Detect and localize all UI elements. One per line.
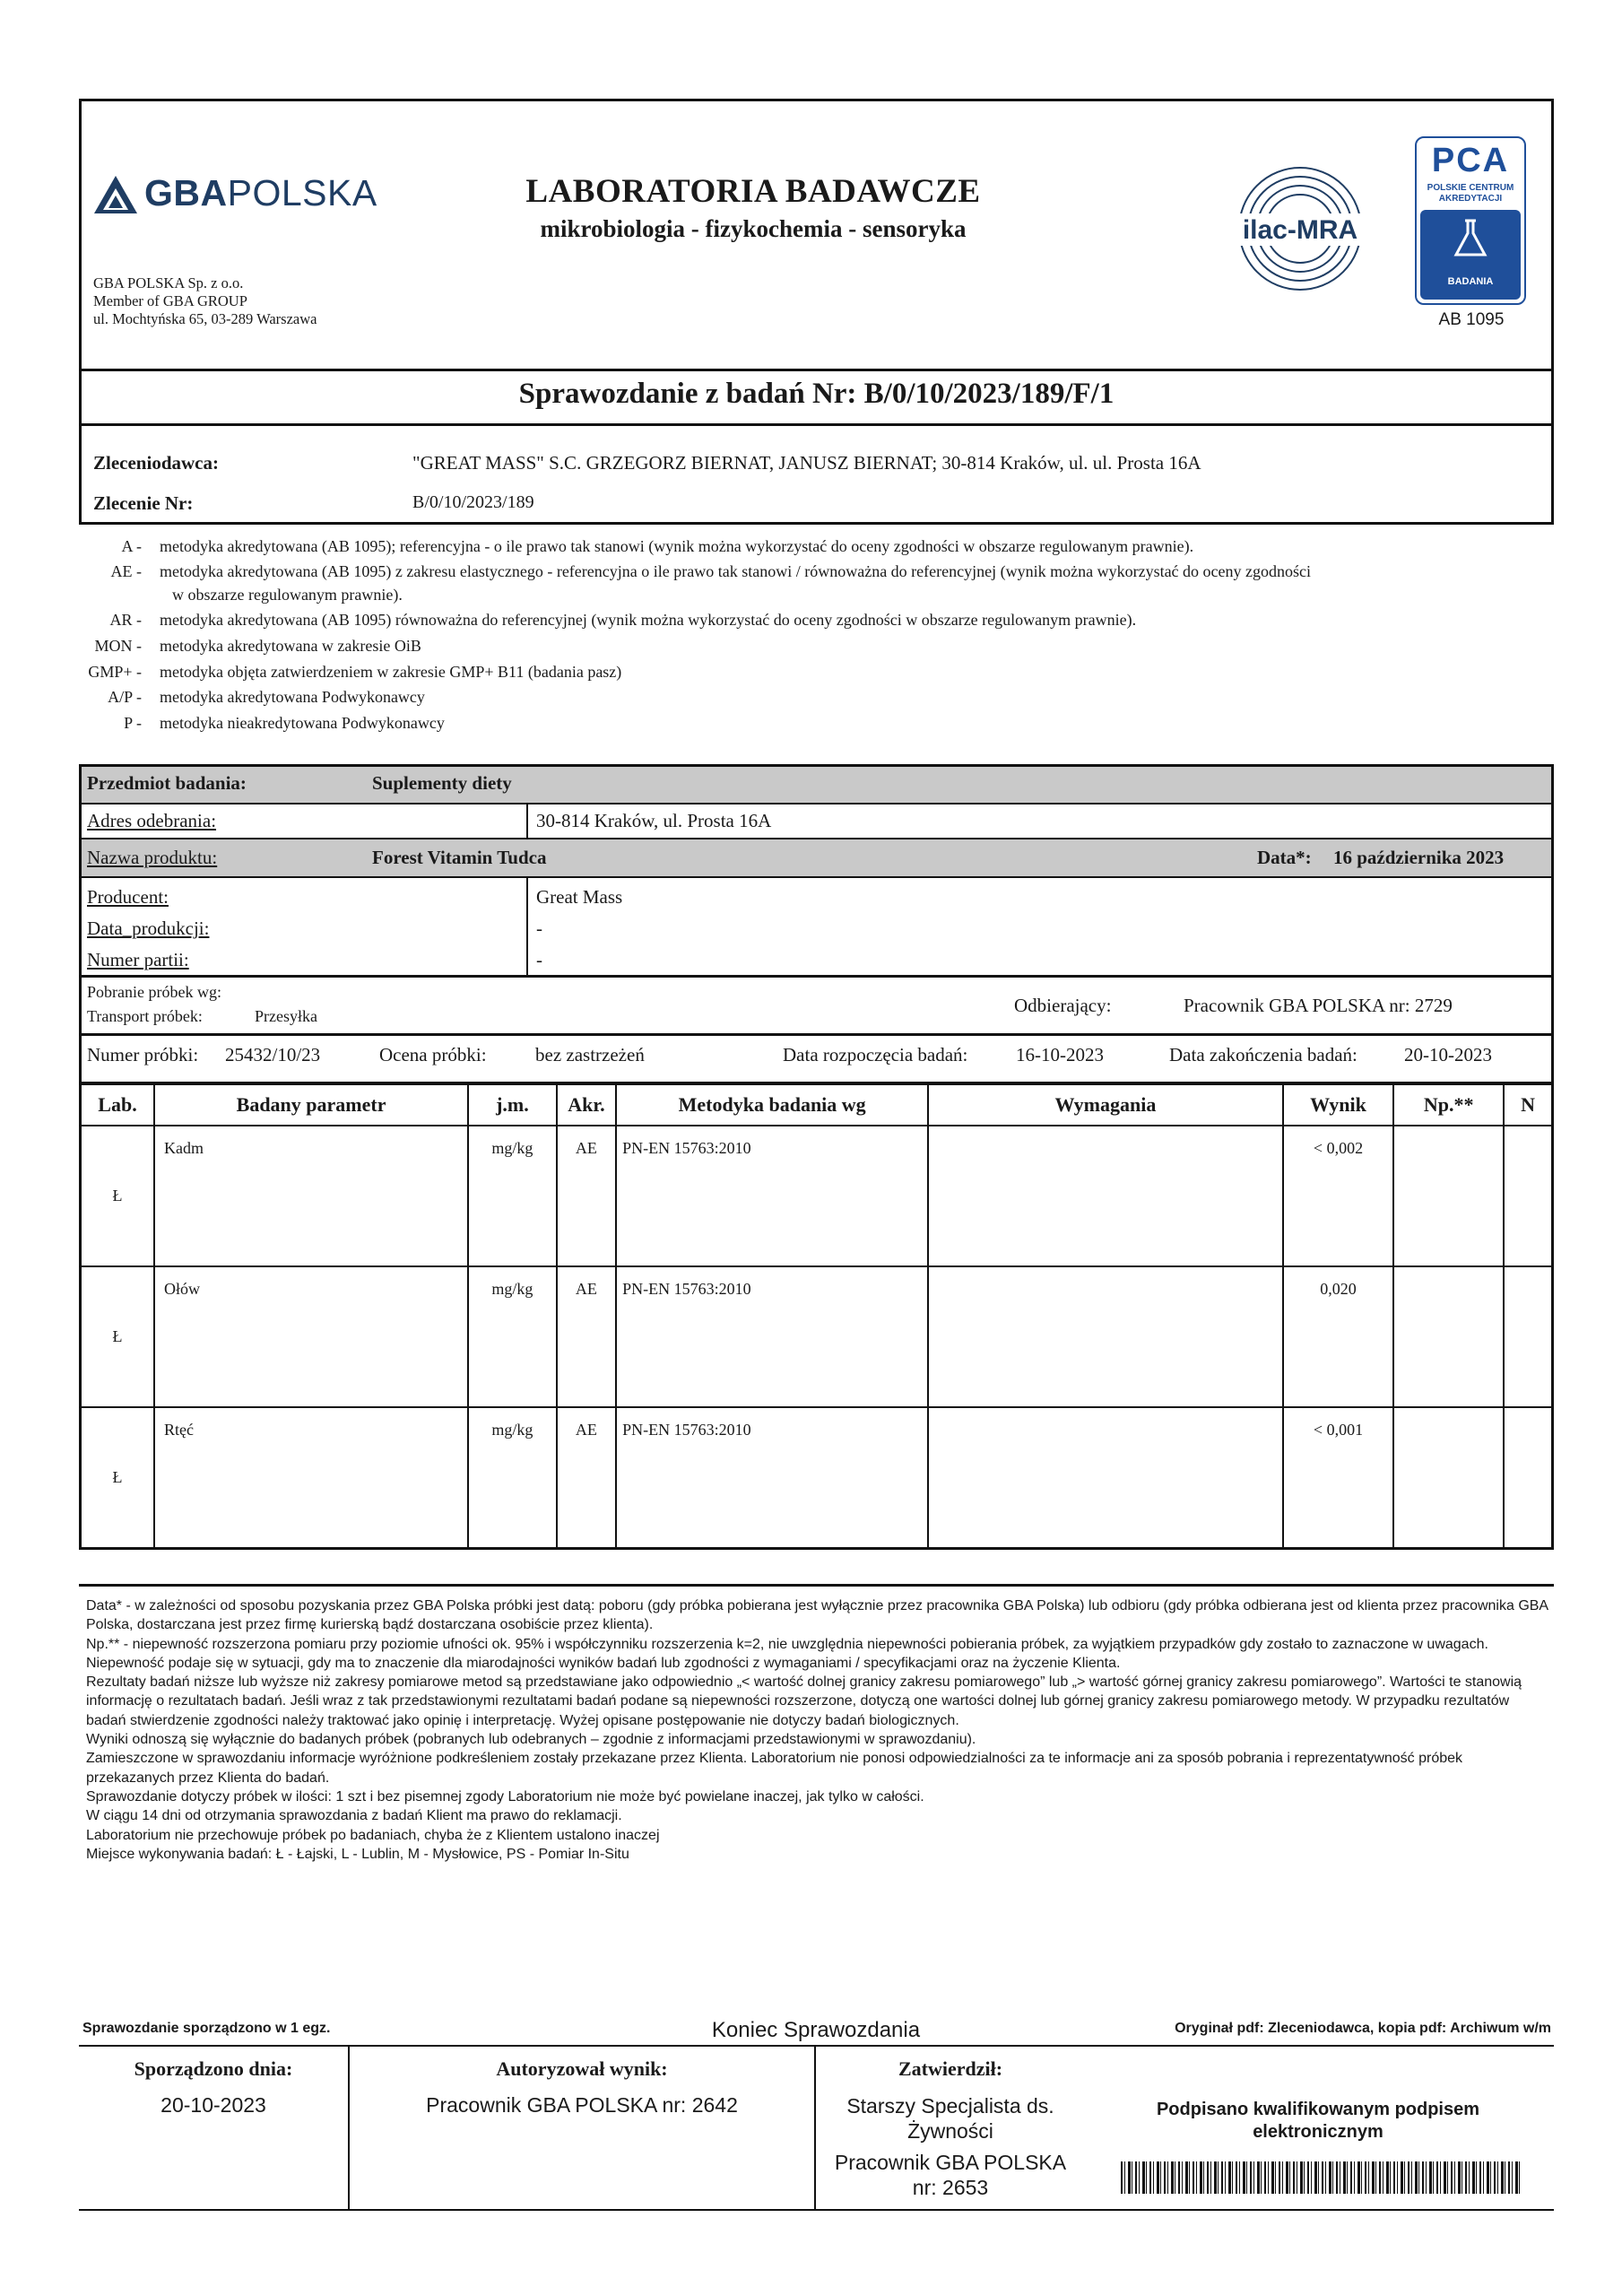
row-n [1504, 1407, 1552, 1549]
copies-note: Sprawozdanie sporządzono w 1 egz. [82, 2021, 331, 2036]
row-lab: Ł [81, 1266, 155, 1407]
footnote: Miejsce wykonywania badań: Ł - Łajski, L - Lublin, M - Mysłowice, PS - Pomiar In-Situ [86, 1846, 629, 1862]
subject-label: Przedmiot badania: [87, 772, 247, 794]
prepared-label: Sporządzono dnia: [134, 2057, 293, 2080]
pca-accreditation-badge: PCA POLSKIE CENTRUM AKREDYTACJI BADANIA [1415, 136, 1528, 307]
row-np [1393, 1266, 1504, 1407]
production-date-label: Data_produkcji: [87, 918, 210, 939]
footnote: Niepewność podaje się w sytuacji, gdy ma to znaczenie dla miarodajności wyników badań lub zgodności z wymaganiami / specyfikacjami oraz na życzenie Klienta. [86, 1655, 1121, 1671]
date-label: Data*: [1257, 847, 1312, 868]
table-row [81, 1407, 1553, 1549]
gba-triangle-icon [92, 174, 139, 215]
batch-value: - [536, 949, 542, 970]
row-req [928, 1266, 1282, 1407]
lab-subtitle: mikrobiologia - fizykochemia - sensoryka [540, 215, 967, 242]
row-result: < 0,002 [1283, 1126, 1394, 1266]
row-param: Kadm [154, 1126, 468, 1266]
row-akr: AE [557, 1266, 616, 1407]
client-label: Zleceniodawca: [93, 452, 219, 474]
client-value: "GREAT MASS" S.C. GRZEGORZ BIERNAT, JANUSZ BIERNAT; 30-814 Kraków, ul. ul. Prosta 16A [412, 452, 1201, 474]
subject-value: Suplementy diety [372, 772, 512, 794]
footnote: Sprawozdanie dotyczy próbek w ilości: 1 szt i bez pisemnej zgody Laboratorium nie może być powielane inaczej, jak tylko w całości. [86, 1788, 924, 1805]
batch-label: Numer partii: [87, 949, 189, 970]
producer-value: Great Mass [536, 886, 623, 908]
row-req [928, 1126, 1282, 1266]
row-param: Ołów [154, 1266, 468, 1407]
table-row [81, 1266, 1553, 1407]
row-result: < 0,001 [1283, 1407, 1394, 1549]
footnote: Zamieszczone w sprawozdaniu informacje wyróżnione podkreśleniem zostały przekazane przez Klienta. Laboratorium nie ponosi odpowiedzialności za te informacje ani za sposób pobrania i reprezentatywność próbek przekazanych przez Klienta do badań. [86, 1751, 1463, 1786]
row-lab: Ł [81, 1126, 155, 1266]
row-method: PN-EN 15763:2010 [616, 1126, 928, 1266]
assess-label: Ocena próbki: [379, 1044, 487, 1065]
authorized-value: Pracownik GBA POLSKA nr: 2642 [426, 2093, 738, 2117]
footnote: Np.** - niepewność rozszerzona pomiaru przy poziomie ufności ok. 95% i współczynniku rozszerzenia k=2, nie uwzględnia niepewności pobierania próbek, za wyjątkiem przypadków gdy zostało to zaznaczone w uwagach. [86, 1636, 1488, 1652]
product-label: Nazwa produktu: [87, 847, 218, 868]
end-value: 20-10-2023 [1404, 1044, 1492, 1065]
col-uncertainty: Np.** [1393, 1084, 1504, 1126]
row-method: PN-EN 15763:2010 [616, 1266, 928, 1407]
row-n [1504, 1126, 1552, 1266]
date-value: 16 października 2023 [1333, 847, 1505, 868]
col-unit: j.m. [468, 1084, 557, 1126]
col-param: Badany parametr [154, 1084, 468, 1126]
footnote: Wyniki odnoszą się wyłącznie do badanych próbek (pobranych lub odebranych – zgodnie z informacjami przedstawionymi w sprawozdaniu). [86, 1732, 976, 1748]
footnotes [86, 1596, 1552, 1864]
transport-label: Transport próbek: [87, 1007, 203, 1025]
row-lab: Ł [81, 1407, 155, 1549]
original-note: Oryginał pdf: Zleceniodawca, kopia pdf: Archiwum w/m [1175, 2021, 1551, 2036]
col-method: Metodyka badania wg [616, 1084, 928, 1126]
assess-value: bez zastrzeżeń [535, 1044, 645, 1065]
company-name: GBA POLSKA Sp. z o.o. [93, 274, 244, 291]
sample-no-value: 25432/10/23 [225, 1044, 321, 1065]
col-requirements: Wymagania [928, 1084, 1282, 1126]
approved-label: Zatwierdził: [898, 2057, 1003, 2080]
report-title: Sprawozdanie z badań Nr: B/0/10/2023/189/F/1 [518, 378, 1115, 410]
pickup-value: 30-814 Kraków, ul. Prosta 16A [536, 810, 772, 831]
production-date-value: - [536, 918, 542, 939]
row-unit: mg/kg [468, 1126, 557, 1266]
row-np [1393, 1126, 1504, 1266]
transport-value: Przesyłka [255, 1007, 317, 1025]
row-req [928, 1407, 1282, 1549]
ilac-mra-logo [1228, 161, 1372, 296]
start-label: Data rozpoczęcia badań: [783, 1044, 968, 1065]
approved-role: Starszy Specjalista ds. Żywności [846, 2094, 1054, 2143]
order-value: B/0/10/2023/189 [412, 492, 534, 512]
sample-info-box [79, 764, 1554, 1084]
col-n: N [1504, 1084, 1552, 1126]
end-of-report: Koniec Sprawozdania [711, 2018, 921, 2042]
end-label: Data zakończenia badań: [1169, 1044, 1357, 1065]
row-param: Rtęć [154, 1407, 468, 1549]
start-value: 16-10-2023 [1016, 1044, 1104, 1065]
company-address: ul. Mochtyńska 65, 03-289 Warszawa [93, 310, 317, 327]
pickup-label: Adres odebrania: [87, 810, 217, 831]
barcode [1121, 2161, 1522, 2194]
row-akr: AE [557, 1407, 616, 1549]
row-akr: AE [557, 1126, 616, 1266]
lab-title: LABORATORIA BADAWCZE [525, 173, 981, 210]
company-member: Member of GBA GROUP [93, 292, 247, 309]
signature-note: Podpisano kwalifikowanym podpisem elektronicznym [1156, 2100, 1480, 2142]
footnote: W ciągu 14 dni od otrzymania sprawozdania z badań Klient ma prawo do reklamacji. [86, 1808, 622, 1824]
results-table [79, 1083, 1554, 1550]
footnote: Data* - w zależności od sposobu pozyskania przez GBA Polska próbki jest datą: poboru (gdy próbka pobierana jest wyłącznie przez pracownika GBA Polska) lub odbioru (gdy próbka odbierana jest od klienta przez pracownika GBA Polska, dostarczana jest przez firmę kurierską bądź dostarczana osobiście przez klienta). [86, 1598, 1548, 1633]
order-label: Zlecenie Nr: [93, 492, 194, 514]
pca-number: AB 1095 [1438, 310, 1505, 329]
row-unit: mg/kg [468, 1266, 557, 1407]
producer-label: Producent: [87, 886, 169, 908]
approved-employee: Pracownik GBA POLSKA nr: 2653 [834, 2151, 1067, 2199]
receiver-value: Pracownik GBA POLSKA nr: 2729 [1184, 995, 1453, 1016]
flask-icon [1453, 219, 1488, 258]
product-value: Forest Vitamin Tudca [372, 847, 547, 868]
sample-no-label: Numer próbki: [87, 1044, 199, 1065]
authorized-label: Autoryzował wynik: [496, 2057, 668, 2080]
table-row [81, 1126, 1553, 1266]
row-n [1504, 1266, 1552, 1407]
prepared-value: 20-10-2023 [160, 2093, 266, 2117]
svg-text:ilac-MRA: ilac-MRA [1242, 215, 1358, 245]
row-unit: mg/kg [468, 1407, 557, 1549]
col-lab: Lab. [81, 1084, 155, 1126]
col-akr: Akr. [557, 1084, 616, 1126]
receiver-label: Odbierający: [1014, 995, 1112, 1016]
col-result: Wynik [1283, 1084, 1394, 1126]
footnote: Laboratorium nie przechowuje próbek po badaniach, chyba że z Klientem ustalono inaczej [86, 1827, 660, 1843]
footnote: Rezultaty badań niższe lub wyższe niż zakresy pomiarowe metod są przedstawiane jako odpowiednio „< wartość dolnej granicy zakresu pomiarowego” lub „> wartość górnej granicy zakresu pomiarowego”. Wartości te stanowią informację o rezultatach badań. Jeśli wraz z tak przedstawionymi rezultatami badań podane są niepewności rozszerzone, dotyczą one wartości dolnej lub górnej granicy zakresu pomiarowego metody. W przypadku rezultatów badań stwierdzenie zgodności należy traktować jako opinię i interpretację. Wyżej opisane postępowanie nie dotyczy badań biologicznych. [86, 1674, 1522, 1728]
row-method: PN-EN 15763:2010 [616, 1407, 928, 1549]
results-header-row [81, 1084, 1553, 1126]
gba-polska-logo: GBAPOLSKA [92, 172, 397, 217]
row-np [1393, 1407, 1504, 1549]
row-result: 0,020 [1283, 1266, 1394, 1407]
sampling-label: Pobranie próbek wg: [87, 983, 221, 1001]
